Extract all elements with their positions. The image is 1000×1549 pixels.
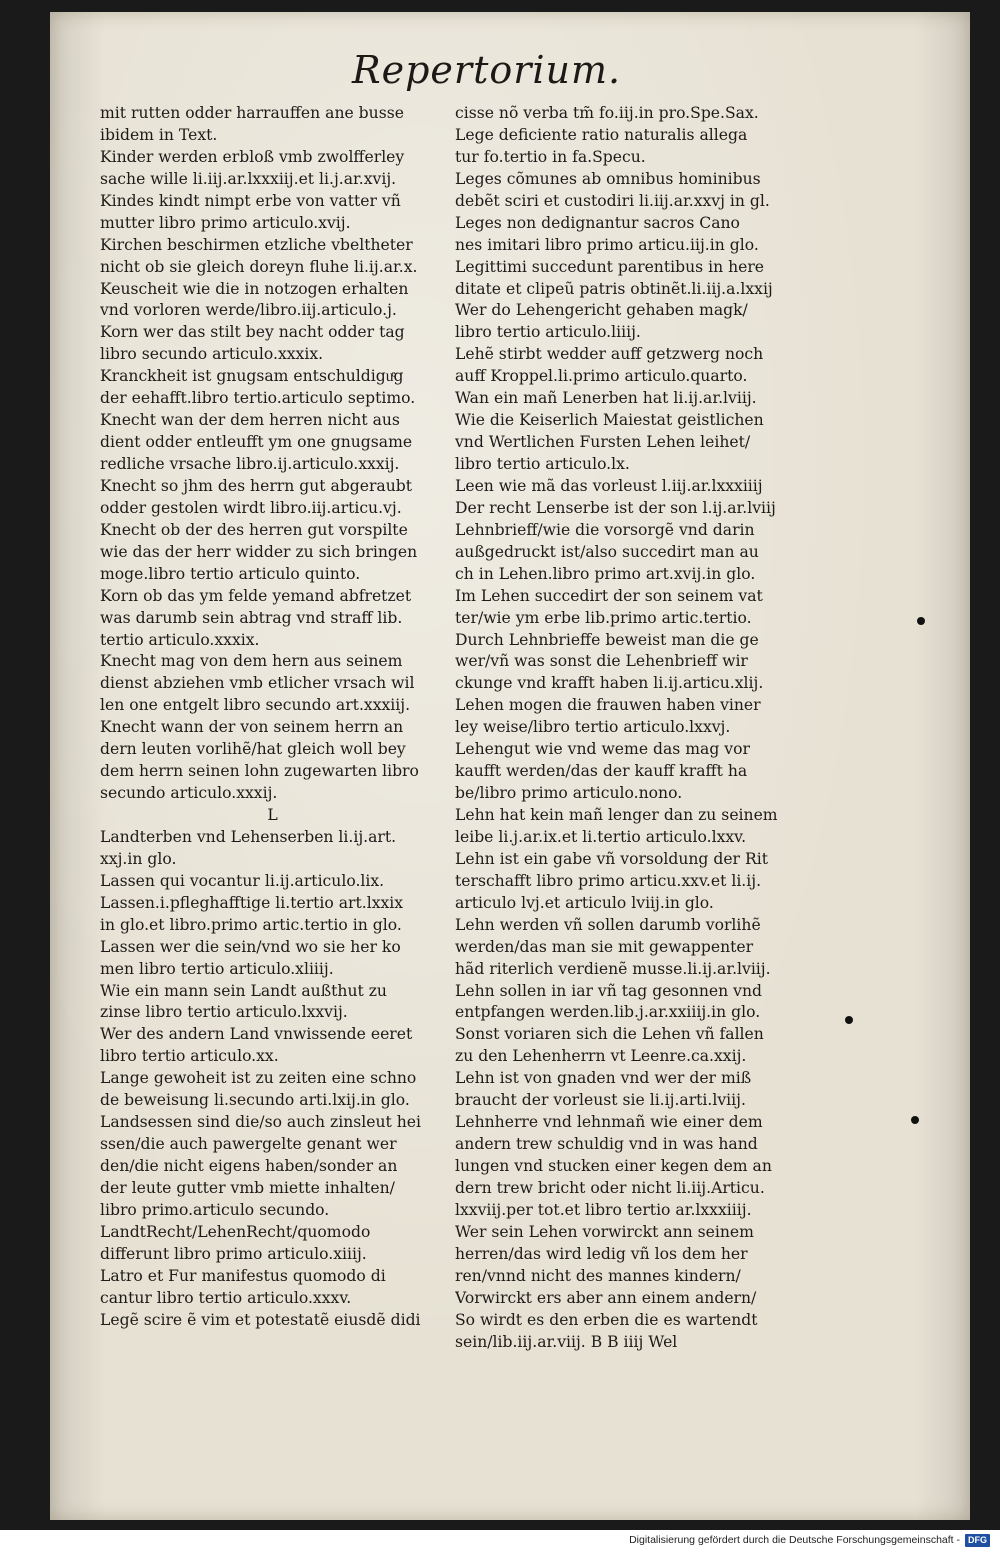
text-line: Durch Lehnbrieffe beweist man die ge bbox=[455, 630, 759, 649]
text-line: zinse libro tertio articulo.lxxvij. bbox=[100, 1003, 348, 1022]
text-line: odder gestolen wirdt libro.iij.articu.vj. bbox=[100, 498, 402, 517]
text-line: nicht ob sie gleich doreyn fluhe li.ij.ar.x. bbox=[100, 257, 418, 276]
text-line: LandtRecht/LehenRecht/quomodo bbox=[100, 1222, 371, 1241]
text-line: Kirchen beschirmen etzliche vbeltheter bbox=[100, 235, 413, 254]
text-line: men libro tertio articulo.xliiij. bbox=[100, 959, 334, 978]
text-line: Keuscheit wie die in notzogen erhalten bbox=[100, 279, 409, 298]
binding-hole bbox=[845, 1016, 853, 1024]
text-line: So wirdt es den erben die es wartendt bbox=[455, 1310, 758, 1329]
text-line: terschafft libro primo articu.xxv.et li.ij. bbox=[455, 871, 762, 890]
text-line: secundo articulo.xxxij. bbox=[100, 784, 278, 803]
text-line: entpfangen werden.lib.j.ar.xxiiij.in glo. bbox=[455, 1003, 761, 1022]
text-line: libro tertio articulo.liiij. bbox=[455, 323, 641, 342]
text-line: werden/das man sie mit gewappenter bbox=[455, 937, 754, 956]
text-line: dienst abziehen vmb etlicher vrsach wil bbox=[100, 674, 415, 693]
text-line: len one entgelt libro secundo art.xxxiij. bbox=[100, 696, 411, 715]
text-line: Wer sein Lehen vorwirckt ann seinem bbox=[455, 1222, 754, 1241]
text-line: differunt libro primo articulo.xiiij. bbox=[100, 1244, 367, 1263]
text-line: articulo lvj.et articulo lviij.in glo. bbox=[455, 893, 714, 912]
text-line: Wer do Lehengericht gehaben magk/ bbox=[455, 301, 748, 320]
running-head: Repertorium. bbox=[352, 48, 622, 92]
text-line: der leute gutter vmb miette inhalten/ bbox=[100, 1178, 395, 1197]
text-line: auff Kroppel.li.primo articulo.quarto. bbox=[455, 367, 748, 386]
text-line: der eehafft.libro tertio.articulo septimo. bbox=[100, 389, 416, 408]
text-line: Wer des andern Land vnwissende eeret bbox=[100, 1025, 413, 1044]
text-line: ter/wie ym erbe lib.primo artic.tertio. bbox=[455, 608, 752, 627]
text-line: moge.libro tertio articulo quinto. bbox=[100, 564, 361, 583]
text-line: Lehen mogen die frauwen haben viner bbox=[455, 696, 761, 715]
text-line: Lehn ist ein gabe vñ vorsoldung der Rit bbox=[455, 849, 768, 868]
text-line: be/libro primo articulo.nono. bbox=[455, 784, 683, 803]
text-line: vnd Wertlichen Fursten Lehen leihet/ bbox=[455, 433, 751, 452]
footer-credit-text: Digitalisierung gefördert durch die Deutsche Forschungsgemeinschaft - bbox=[629, 1534, 960, 1546]
text-line: Lassen qui vocantur li.ij.articulo.lix. bbox=[100, 871, 385, 890]
text-line: außgedruckt ist/also succedirt man au bbox=[455, 542, 759, 561]
text-line: sein/lib.iij.ar.viij. B B iiij Wel bbox=[455, 1332, 678, 1351]
left-column bbox=[100, 103, 445, 1332]
text-line: hãd riterlich verdienẽ musse.li.ij.ar.lviij. bbox=[455, 959, 771, 978]
text-line: Knecht mag von dem hern aus seinem bbox=[100, 652, 403, 671]
text-line: dern trew bricht oder nicht li.iij.Articu. bbox=[455, 1178, 765, 1197]
dfg-logo: DFG bbox=[965, 1534, 990, 1547]
text-line: libro tertio articulo.xx. bbox=[100, 1047, 279, 1066]
text-line: Leges non dedignantur sacros Cano bbox=[455, 213, 740, 232]
text-line: redliche vrsache libro.ij.articulo.xxxij. bbox=[100, 455, 400, 473]
binding-hole bbox=[911, 1116, 919, 1124]
text-line: den/die nicht eigens haben/sonder an bbox=[100, 1157, 398, 1175]
text-line: braucht der vorleust sie li.ij.arti.lviij. bbox=[455, 1091, 746, 1110]
text-line: wie das der herr widder zu sich bringen bbox=[100, 542, 418, 561]
text-line: lungen vnd stucken einer kegen dem an bbox=[455, 1157, 772, 1175]
text-line: Leen wie mã das vorleust l.iij.ar.lxxxiiij bbox=[455, 476, 763, 495]
text-line: nes imitari libro primo articu.iij.in glo. bbox=[455, 235, 759, 254]
text-line: cantur libro tertio articulo.xxxv. bbox=[100, 1288, 352, 1307]
text-line: Legẽ scire ẽ vim et potestatẽ eiusdẽ didi bbox=[100, 1310, 421, 1329]
text-line: sache wille li.iij.ar.lxxxiij.et li.j.ar.xvij. bbox=[100, 169, 397, 188]
text-line: Lehn sollen in iar vñ tag gesonnen vnd bbox=[455, 981, 762, 1000]
text-line: Knecht wan der dem herren nicht aus bbox=[100, 411, 400, 430]
text-line: dient odder entleufft ym one gnugsame bbox=[100, 433, 413, 452]
text-line: cisse nõ verba tm̃ fo.iij.in pro.Spe.Sax. bbox=[455, 104, 759, 122]
text-line: ssen/die auch pawergelte genant wer bbox=[100, 1135, 397, 1154]
text-line: ch in Lehen.libro primo art.xvij.in glo. bbox=[455, 564, 756, 583]
text-line: Lehengut wie vnd weme das mag vor bbox=[455, 740, 750, 759]
text-line: de beweisung li.secundo arti.lxij.in glo. bbox=[100, 1091, 410, 1110]
text-line: Wan ein mañ Lenerben hat li.ij.ar.lviij. bbox=[455, 389, 757, 408]
text-line: in glo.et libro.primo artic.tertio in glo. bbox=[100, 915, 402, 934]
text-line: Kinder werden erbloß vmb zwolfferley bbox=[100, 147, 405, 166]
text-line: wer/vñ was sonst die Lehenbrieff wir bbox=[455, 652, 748, 671]
text-line: Lassen.i.pfleghafftige li.tertio art.lxxix bbox=[100, 893, 404, 912]
text-line: ckunge vnd krafft haben li.ij.articu.xlij. bbox=[455, 674, 764, 693]
text-line: zu den Lehenherrn vt Leenre.ca.xxij. bbox=[455, 1047, 747, 1066]
text-line: Lehẽ stirbt wedder auff getzwerg noch bbox=[455, 345, 764, 364]
text-line: lxxviij.per tot.et libro tertio ar.lxxxiiij. bbox=[455, 1200, 752, 1219]
text-line: Lassen wer die sein/vnd wo sie her ko bbox=[100, 937, 401, 956]
text-line: kaufft werden/das der kauff krafft ha bbox=[455, 762, 748, 781]
text-line: Knecht ob der des herren gut vorspilte bbox=[100, 520, 408, 539]
text-line: libro secundo articulo.xxxix. bbox=[100, 345, 324, 364]
text-line: Kindes kindt nimpt erbe von vatter vñ bbox=[100, 191, 401, 210]
text-line: Wie die Keiserlich Maiestat geistlichen bbox=[455, 411, 764, 430]
text-line: mit rutten odder harrauffen ane busse bbox=[100, 104, 404, 122]
text-line: Latro et Fur manifestus quomodo di bbox=[100, 1266, 386, 1285]
text-line: Landterben vnd Lehenserben li.ij.art. bbox=[100, 827, 397, 846]
text-line: andern trew schuldig vnd in was hand bbox=[455, 1135, 758, 1154]
text-line: dem herrn seinen lohn zugewarten libro bbox=[100, 762, 419, 781]
text-line: tertio articulo.xxxix. bbox=[100, 630, 260, 649]
text-line: was darumb sein abtrag vnd straff lib. bbox=[100, 608, 403, 627]
text-line: Lehn werden vñ sollen darumb vorlihẽ bbox=[455, 915, 761, 934]
text-line: Korn ob das ym felde yemand abfretzet bbox=[100, 586, 412, 605]
text-line: libro tertio articulo.lx. bbox=[455, 455, 630, 473]
text-line: Lehnbrieff/wie die vorsorgẽ vnd darin bbox=[455, 520, 755, 539]
text-line: Lehn hat kein mañ lenger dan zu seinem bbox=[455, 806, 778, 824]
text-line: Lege deficiente ratio naturalis allega bbox=[455, 125, 748, 144]
text-line: Knecht so jhm des herrn gut abgeraubt bbox=[100, 476, 413, 495]
text-line: tur fo.tertio in fa.Specu. bbox=[455, 147, 646, 166]
text-line: mutter libro primo articulo.xvij. bbox=[100, 213, 351, 232]
text-line: libro primo.articulo secundo. bbox=[100, 1200, 330, 1219]
footer-credit bbox=[629, 1532, 990, 1548]
text-line: dern leuten vorlihẽ/hat gleich woll bey bbox=[100, 740, 406, 759]
text-line: vnd vorloren werde/libro.iij.articulo.j. bbox=[100, 301, 397, 320]
text-line: L bbox=[267, 806, 278, 824]
text-line: Sonst voriaren sich die Lehen vñ fallen bbox=[455, 1025, 764, 1044]
text-line: Lehnherre vnd lehnmañ wie einer dem bbox=[455, 1113, 763, 1132]
text-line: Lange gewoheit ist zu zeiten eine schno bbox=[100, 1069, 417, 1088]
text-line: Landsessen sind die/so auch zinsleut hei bbox=[100, 1113, 421, 1132]
text-line: ibidem in Text. bbox=[100, 125, 218, 144]
text-line: Wie ein mann sein Landt außthut zu bbox=[100, 981, 387, 1000]
right-column bbox=[455, 103, 815, 1353]
text-line: Der recht Lenserbe ist der son l.ij.ar.lviij bbox=[455, 498, 776, 517]
text-line: ren/vnnd nicht des mannes kindern/ bbox=[455, 1266, 741, 1285]
text-line: Im Lehen succedirt der son seinem vat bbox=[455, 586, 763, 605]
text-line: xxj.in glo. bbox=[100, 849, 177, 868]
text-line: ditate et clipeũ patris obtinẽt.li.iij.a.lxxij bbox=[455, 279, 773, 298]
text-line: herren/das wird ledig vñ los dem her bbox=[455, 1244, 748, 1263]
text-line: Lehn ist von gnaden vnd wer der miß bbox=[455, 1069, 752, 1088]
text-line: Knecht wann der von seinem herrn an bbox=[100, 718, 404, 737]
text-line: ley weise/libro tertio articulo.lxxvj. bbox=[455, 718, 731, 737]
text-line: Vorwirckt ers aber ann einem andern/ bbox=[455, 1288, 757, 1307]
text-line: leibe li.j.ar.ix.et li.tertio articulo.lxxv. bbox=[455, 827, 747, 846]
text-line: Kranckheit ist gnugsam entschuldiguͤg bbox=[100, 367, 404, 386]
text-line: Korn wer das stilt bey nacht odder tag bbox=[100, 323, 405, 342]
text-line: Legittimi succedunt parentibus in here bbox=[455, 257, 765, 276]
text-line: Leges cõmunes ab omnibus hominibus bbox=[455, 169, 761, 188]
binding-hole bbox=[917, 617, 925, 625]
text-line: debẽt sciri et custodiri li.iij.ar.xxvj in gl. bbox=[455, 191, 770, 210]
